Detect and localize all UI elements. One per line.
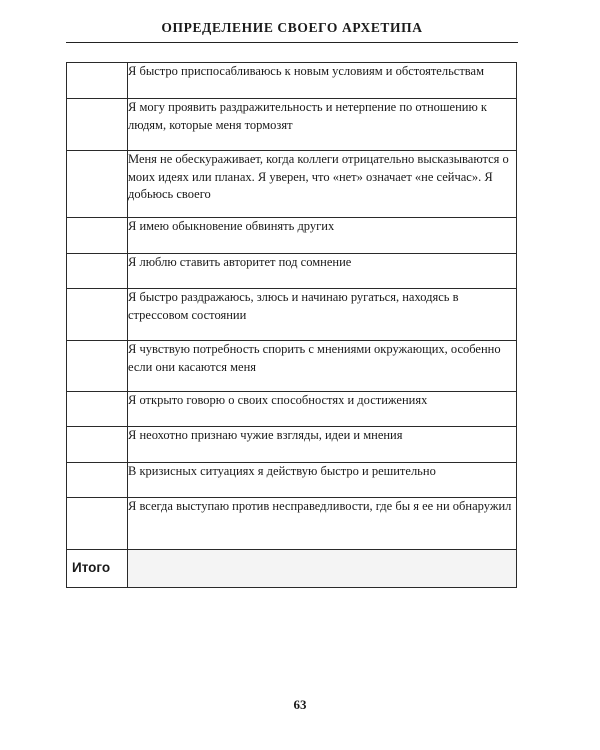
answer-cell[interactable] xyxy=(67,341,128,392)
table-row xyxy=(67,218,517,254)
table-row xyxy=(67,498,517,550)
page-number: 63 xyxy=(293,697,307,712)
answer-cell[interactable] xyxy=(67,254,128,289)
answer-cell[interactable] xyxy=(67,427,128,463)
running-title: ОПРЕДЕЛЕНИЕ СВОЕГО АРХЕТИПА xyxy=(161,20,423,35)
table-row xyxy=(67,463,517,498)
archetype-questionnaire-table xyxy=(66,62,517,588)
answer-cell[interactable] xyxy=(67,218,128,254)
statement-text: Я всегда выступаю против несправедливости, где бы я ее ни обнаружил xyxy=(128,498,517,550)
statement-text: Меня не обескураживает, когда коллеги отрицательно высказываются о моих идеях или планах. Я уверен, что «нет» означает «не сейчас». Я добьюсь своего xyxy=(128,151,517,218)
total-label: Итого xyxy=(67,550,128,588)
answer-cell[interactable] xyxy=(67,63,128,99)
statement-text: Я люблю ставить авторитет под сомнение xyxy=(128,254,517,289)
total-value-cell[interactable] xyxy=(128,550,517,588)
table-row xyxy=(67,254,517,289)
table-row xyxy=(67,427,517,463)
statement-text: Я чувствую потребность спорить с мнениями окружающих, особенно если они касаются меня xyxy=(128,341,517,392)
table-row xyxy=(67,289,517,341)
statement-text: Я быстро раздражаюсь, злюсь и начинаю ругаться, находясь в стрессовом состоянии xyxy=(128,289,517,341)
statement-text: Я могу проявить раздражительность и нетерпение по отношению к людям, которые меня тормозят xyxy=(128,99,517,151)
answer-cell[interactable] xyxy=(67,463,128,498)
table-row xyxy=(67,151,517,218)
statement-text: Я неохотно признаю чужие взгляды, идеи и мнения xyxy=(128,427,517,463)
table-row xyxy=(67,341,517,392)
total-row xyxy=(67,550,517,588)
answer-cell[interactable] xyxy=(67,99,128,151)
statement-text: Я быстро приспосабливаюсь к новым условиям и обстоятельствам xyxy=(128,63,517,99)
table-row xyxy=(67,99,517,151)
answer-cell[interactable] xyxy=(67,289,128,341)
header-rule xyxy=(66,42,518,43)
answer-cell[interactable] xyxy=(67,151,128,218)
table-row xyxy=(67,392,517,427)
statement-text: Я имею обыкновение обвинять других xyxy=(128,218,517,254)
statement-text: В кризисных ситуациях я действую быстро и решительно xyxy=(128,463,517,498)
answer-cell[interactable] xyxy=(67,392,128,427)
statement-text: Я открыто говорю о своих способностях и достижениях xyxy=(128,392,517,427)
table-row xyxy=(67,63,517,99)
answer-cell[interactable] xyxy=(67,498,128,550)
